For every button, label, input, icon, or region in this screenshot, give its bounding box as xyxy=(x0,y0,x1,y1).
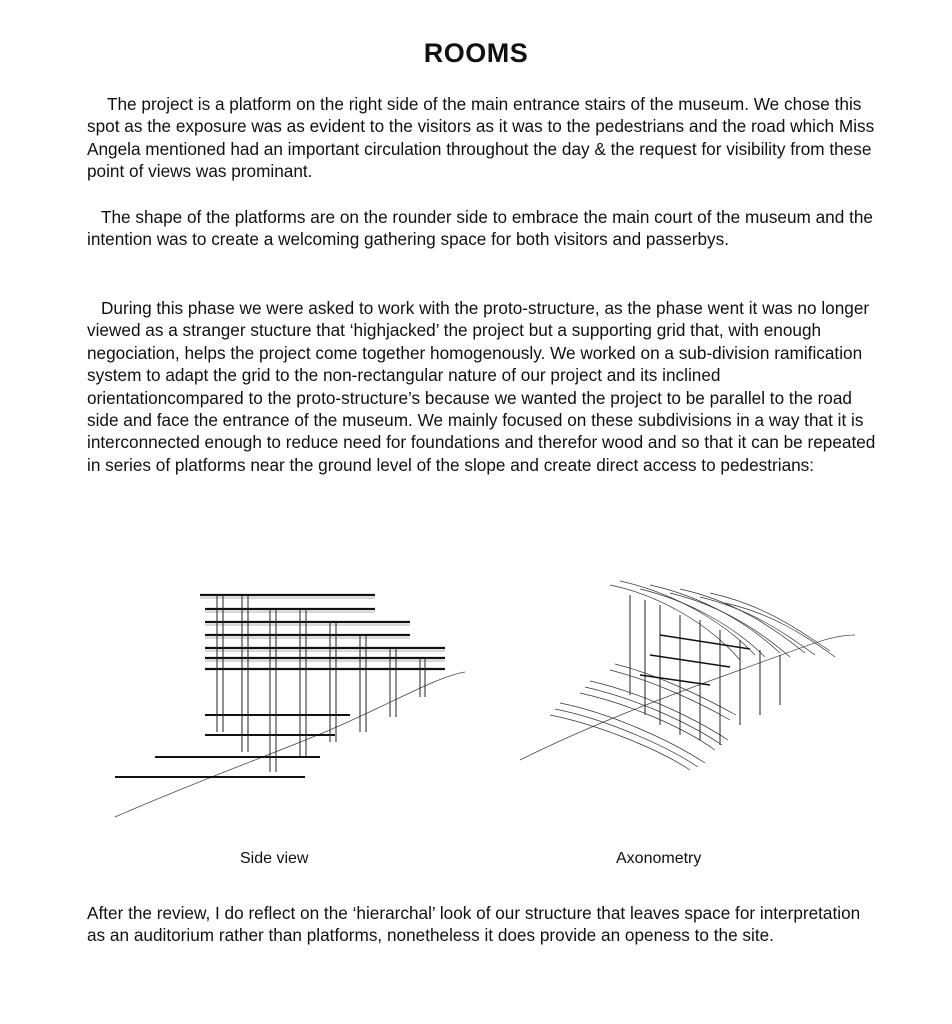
paragraph-shape: The shape of the platforms are on the rounder side to embrace the main court of the museum and the intention was to create a welcoming gathering space for both visitors and passerbys. xyxy=(87,207,873,250)
page-title: ROOMS xyxy=(423,38,529,68)
axonometry-caption: Axonometry xyxy=(616,850,702,867)
paragraph-intro: The project is a platform on the right side of the main entrance stairs of the museum. We chose this spot as the exposure was as evident to the visitors as it was to the pedestrians and the road which Miss Angela mentioned had an important circulation throughout the day & the request for visibility from these point of views was prominant. xyxy=(87,94,875,182)
side-view-caption: Side view xyxy=(240,850,309,867)
side-view-drawing xyxy=(105,582,475,822)
axonometry-drawing xyxy=(510,575,860,775)
paragraph-proto-structure: During this phase we were asked to work with the proto-structure, as the phase went it was no longer viewed as a stranger stucture that ‘highjacked’ the project but a supporting grid that, with enough negociation, helps the project come together homogenously. We worked on a sub-division ramification system to adapt the grid to the non-rectangular nature of our project and its inclined orientationcompared to the proto-structure’s because we wanted the project to be parallel to the road side and face the entrance of the museum. We mainly focused on these subdivisions in a way that it is interconnected enough to reduce need for foundations and therefor wood and so that it can be repeated in series of platforms near the ground level of the slope and create direct access to pedestrians: xyxy=(87,298,876,475)
paragraph-review: After the review, I do reflect on the ‘hierarchal’ look of our structure that leaves space for interpretation as an auditorium rather than platforms, nonetheless it does provide an openess to the site. xyxy=(87,903,861,946)
